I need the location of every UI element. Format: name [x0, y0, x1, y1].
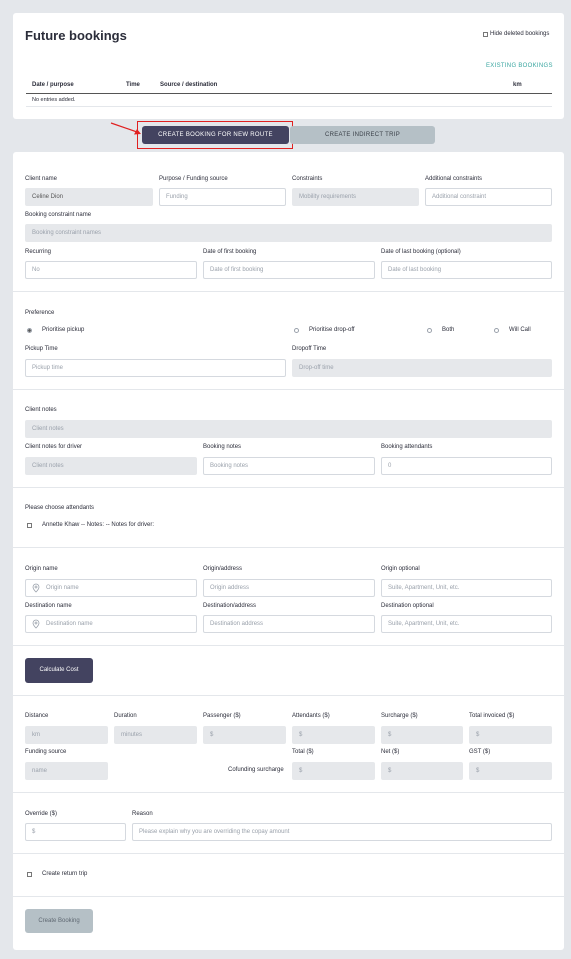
- recurring-label: Recurring: [25, 249, 52, 255]
- divider: [13, 645, 564, 646]
- prioritise-pickup-label[interactable]: Prioritise pickup: [42, 327, 85, 333]
- booking-attendants-label: Booking attendants: [381, 444, 433, 450]
- tab-create-booking-new-route[interactable]: CREATE BOOKING FOR NEW ROUTE: [142, 126, 289, 144]
- return-trip-checkbox[interactable]: [27, 872, 32, 877]
- pickup-time-field[interactable]: Pickup time: [25, 359, 286, 377]
- dropoff-time-label: Dropoff Time: [292, 346, 327, 352]
- divider: [13, 695, 564, 696]
- calculate-cost-button[interactable]: Calculate Cost: [25, 658, 93, 683]
- table-header-divider: [26, 93, 552, 94]
- destination-name-placeholder: Destination name: [46, 621, 93, 627]
- duration-label: Duration: [114, 713, 137, 719]
- client-notes-field[interactable]: Client notes: [25, 420, 552, 438]
- driver-notes-field[interactable]: Client notes: [25, 457, 197, 475]
- client-notes-label: Client notes: [25, 407, 57, 413]
- column-header-date: Date / purpose: [32, 82, 74, 88]
- divider: [13, 389, 564, 390]
- origin-name-field[interactable]: [25, 579, 197, 597]
- first-booking-field[interactable]: Date of first booking: [203, 261, 375, 279]
- divider: [13, 853, 564, 854]
- funding-source-label: Funding source: [25, 749, 67, 755]
- prioritise-dropoff-label[interactable]: Prioritise drop-off: [309, 327, 355, 333]
- origin-name-placeholder: Origin name: [46, 585, 79, 591]
- booking-notes-field[interactable]: Booking notes: [203, 457, 375, 475]
- booking-notes-label: Booking notes: [203, 444, 242, 450]
- radio-will-call[interactable]: [494, 328, 499, 333]
- booking-attendants-field[interactable]: 0: [381, 457, 552, 475]
- page-title: Future bookings: [25, 28, 127, 43]
- reason-field[interactable]: Please explain why you are overriding the copay amount: [132, 823, 552, 841]
- last-booking-field[interactable]: Date of last booking: [381, 261, 552, 279]
- return-trip-label[interactable]: Create return trip: [42, 871, 88, 877]
- override-field[interactable]: $: [25, 823, 126, 841]
- booking-constraint-label: Booking constraint name: [25, 212, 92, 218]
- preference-label: Preference: [25, 310, 55, 316]
- table-bottom-divider: [26, 106, 552, 107]
- distance-label: Distance: [25, 713, 49, 719]
- net-label: Net ($): [381, 749, 400, 755]
- divider: [13, 792, 564, 793]
- attendants-cost-label: Attendants ($): [292, 713, 330, 719]
- client-name-label: Client name: [25, 176, 58, 182]
- override-label: Override ($): [25, 811, 58, 817]
- hide-deleted-label[interactable]: Hide deleted bookings: [490, 31, 550, 37]
- constraints-field[interactable]: Mobility requirements: [292, 188, 419, 206]
- origin-address-label: Origin/address: [203, 566, 243, 572]
- destination-address-field[interactable]: Destination address: [203, 615, 375, 633]
- destination-optional-label: Destination optional: [381, 603, 434, 609]
- pickup-time-label: Pickup Time: [25, 346, 58, 352]
- passenger-label: Passenger ($): [203, 713, 241, 719]
- attendants-cost-field[interactable]: $: [292, 726, 375, 744]
- gst-field[interactable]: $: [469, 762, 552, 780]
- dropoff-time-field[interactable]: Drop-off time: [292, 359, 552, 377]
- tab-create-indirect-trip[interactable]: CREATE INDIRECT TRIP: [290, 126, 435, 144]
- driver-notes-label: Client notes for driver: [25, 444, 83, 450]
- additional-constraints-field[interactable]: Additional constraint: [425, 188, 552, 206]
- divider: [13, 547, 564, 548]
- funding-source-field[interactable]: name: [25, 762, 108, 780]
- passenger-field[interactable]: $: [203, 726, 286, 744]
- will-call-label[interactable]: Will Call: [509, 327, 531, 333]
- map-pin-icon: [31, 619, 41, 629]
- total-label: Total ($): [292, 749, 314, 755]
- destination-name-field[interactable]: [25, 615, 197, 633]
- additional-constraints-label: Additional constraints: [425, 176, 483, 182]
- booking-constraint-field[interactable]: Booking constraint names: [25, 224, 552, 242]
- client-name-field[interactable]: Celine Dion: [25, 188, 153, 206]
- column-header-source: Source / destination: [160, 82, 218, 88]
- purpose-field[interactable]: Funding: [159, 188, 286, 206]
- recurring-select[interactable]: No: [25, 261, 197, 279]
- duration-field[interactable]: minutes: [114, 726, 197, 744]
- hide-deleted-checkbox[interactable]: [483, 32, 488, 37]
- constraints-label: Constraints: [292, 176, 323, 182]
- radio-both[interactable]: [427, 328, 432, 333]
- existing-bookings-link[interactable]: EXISTING BOOKINGS: [486, 63, 553, 69]
- cofunding-surcharge-label: Cofunding surcharge: [228, 767, 284, 773]
- first-booking-label: Date of first booking: [203, 249, 257, 255]
- both-label[interactable]: Both: [442, 327, 455, 333]
- surcharge-label: Surcharge ($): [381, 713, 418, 719]
- column-header-km: km: [513, 82, 522, 88]
- empty-table-text: No entries added.: [32, 97, 76, 103]
- origin-address-field[interactable]: Origin address: [203, 579, 375, 597]
- reason-label: Reason: [132, 811, 153, 817]
- map-pin-icon: [31, 583, 41, 593]
- origin-name-label: Origin name: [25, 566, 58, 572]
- destination-optional-field[interactable]: Suite, Apartment, Unit, etc.: [381, 615, 552, 633]
- purpose-label: Purpose / Funding source: [159, 176, 228, 182]
- divider: [13, 896, 564, 897]
- choose-attendants-label: Please choose attendants: [25, 505, 95, 511]
- divider: [13, 487, 564, 488]
- destination-address-label: Destination/address: [203, 603, 257, 609]
- create-booking-button[interactable]: Create Booking: [25, 909, 93, 933]
- column-header-time: Time: [126, 82, 140, 88]
- radio-prioritise-pickup[interactable]: [27, 328, 32, 333]
- total-field[interactable]: $: [292, 762, 375, 780]
- checkbox-icon[interactable]: [27, 523, 32, 528]
- origin-optional-label: Origin optional: [381, 566, 420, 572]
- total-invoiced-label: Total invoiced ($): [469, 713, 515, 719]
- distance-field[interactable]: km: [25, 726, 108, 744]
- total-invoiced-field[interactable]: $: [469, 726, 552, 744]
- future-bookings-card: [13, 13, 564, 119]
- divider: [13, 291, 564, 292]
- last-booking-label: Date of last booking (optional): [381, 249, 461, 255]
- origin-optional-field[interactable]: Suite, Apartment, Unit, etc.: [381, 579, 552, 597]
- radio-prioritise-dropoff[interactable]: [294, 328, 299, 333]
- net-field[interactable]: $: [381, 762, 463, 780]
- gst-label: GST ($): [469, 749, 491, 755]
- attendant-entry-label[interactable]: Annette Khaw -- Notes: -- Notes for driver:: [42, 522, 155, 528]
- destination-name-label: Destination name: [25, 603, 72, 609]
- surcharge-field[interactable]: $: [381, 726, 463, 744]
